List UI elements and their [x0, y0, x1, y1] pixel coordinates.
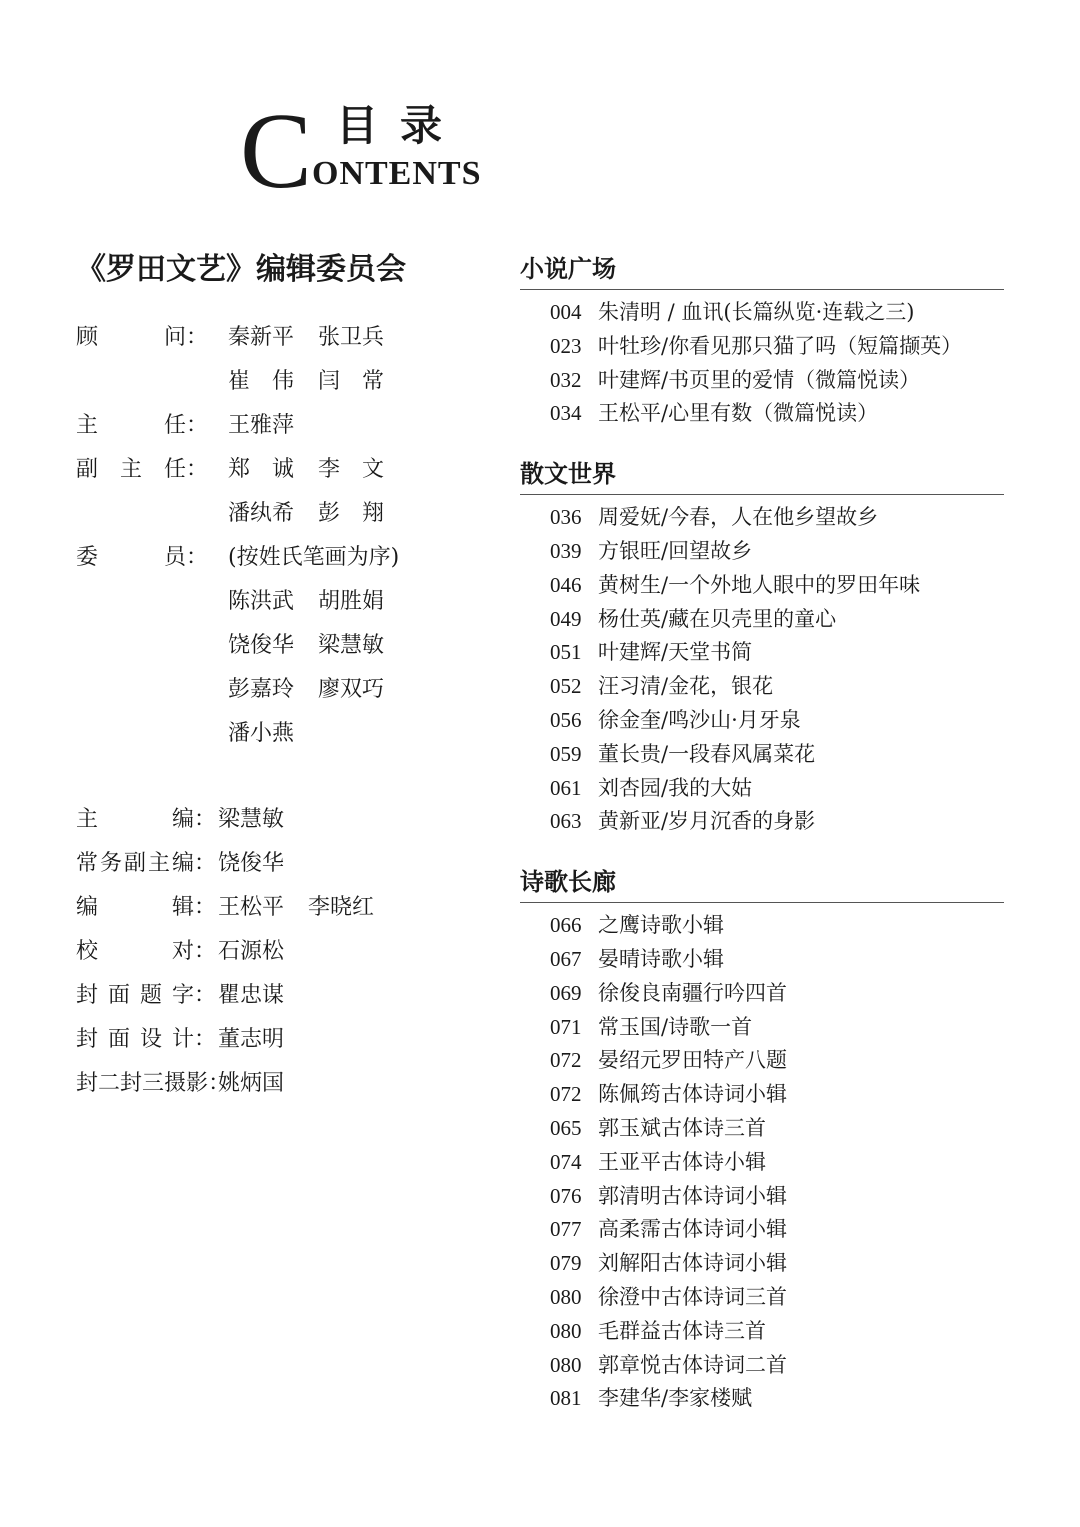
page-number: 076	[550, 1183, 582, 1208]
entry-title: 晏晴诗歌小辑	[598, 946, 724, 971]
entry-title: 汪习清/金花，银花	[598, 674, 774, 699]
entry-title: 晏绍元罗田特产八题	[598, 1048, 787, 1073]
role-char: 任：	[163, 413, 208, 438]
committee-names	[228, 580, 408, 624]
role-char: 对：	[171, 939, 216, 964]
toc-entry[interactable]	[520, 636, 1004, 670]
page-number: 071	[550, 1014, 582, 1039]
toc-entry[interactable]	[520, 1281, 1004, 1315]
page-number: 080	[550, 1284, 582, 1309]
contents-big-letter: C	[240, 92, 313, 211]
page-number: 080	[550, 1352, 582, 1377]
staff-names	[218, 886, 398, 930]
entry-title: 黄树生/一个外地人眼中的罗田年味	[598, 572, 921, 597]
staff-row	[76, 930, 496, 974]
page-number: 052	[550, 674, 582, 699]
toc-entry[interactable]	[520, 738, 1004, 772]
role-char: 编	[76, 895, 99, 920]
role-char: 问：	[163, 325, 208, 350]
role-char: 辑：	[171, 895, 216, 920]
committee-title: 《罗田文艺》编辑委员会	[76, 252, 406, 287]
page-number: 067	[550, 946, 582, 971]
role-char: 封	[76, 1071, 99, 1096]
committee-block	[76, 250, 496, 756]
entry-title: 刘解阳古体诗词小辑	[598, 1251, 787, 1276]
committee-row	[76, 360, 496, 404]
member-name: 彭嘉玲	[228, 677, 295, 702]
committee-row	[76, 316, 496, 360]
committee-names	[228, 448, 408, 492]
member-name: 潘小燕	[228, 721, 295, 746]
entry-title: 之鹰诗歌小辑	[598, 913, 724, 938]
page-number: 004	[550, 300, 582, 324]
table-of-contents	[520, 250, 1004, 1440]
page-number: 069	[550, 980, 582, 1005]
page-number: 036	[550, 505, 582, 530]
staff-name: 瞿忠谋	[218, 983, 285, 1008]
page-number: 049	[550, 606, 582, 631]
staff-names	[218, 798, 308, 842]
role-char: 题	[139, 983, 162, 1008]
toc-entry[interactable]	[520, 704, 1004, 738]
section-heading: 小说广场	[520, 250, 1004, 290]
role-char: 计：	[171, 1027, 216, 1052]
staff-name: 董志明	[218, 1027, 285, 1052]
role-char: 常	[76, 851, 99, 876]
page-number: 056	[550, 707, 582, 732]
role-char: 三	[142, 1071, 165, 1096]
committee-role-label	[76, 316, 226, 360]
member-name: 饶俊华	[228, 633, 295, 658]
staff-row	[76, 1018, 496, 1062]
staff-role-label	[76, 798, 216, 842]
staff-row	[76, 974, 496, 1018]
entry-title: 方银旺/回望故乡	[598, 538, 753, 563]
staff-role-label	[76, 930, 216, 974]
role-char: 主	[76, 807, 99, 832]
staff-list	[76, 798, 496, 1106]
staff-names	[218, 1018, 308, 1062]
page-number: 034	[550, 401, 582, 426]
entry-title: 毛群益古体诗三首	[598, 1318, 766, 1343]
staff-role-label	[76, 1062, 231, 1106]
committee-role-label	[76, 448, 226, 492]
member-name: 彭 翔	[318, 501, 385, 526]
member-name: 崔 伟	[228, 369, 295, 394]
member-name: (按姓氏笔画为序)	[228, 545, 400, 570]
committee-names	[228, 316, 408, 360]
role-char: 副	[76, 457, 99, 482]
toc-entry[interactable]	[520, 805, 1004, 839]
committee-row	[76, 712, 496, 756]
entry-title: 郭清明古体诗词小辑	[598, 1183, 787, 1208]
member-name: 王雅萍	[228, 413, 295, 438]
toc-entry[interactable]	[520, 909, 1004, 943]
page-number: 074	[550, 1149, 582, 1174]
committee-names	[228, 624, 408, 668]
member-name: 陈洪武	[228, 589, 295, 614]
staff-row	[76, 798, 496, 842]
toc-entry[interactable]	[520, 1078, 1004, 1112]
entry-title: 李建华/李家楼赋	[598, 1386, 753, 1411]
committee-names	[228, 492, 408, 536]
entry-title: 朱清明 / 血讯(长篇纵览·连载之三)	[598, 300, 915, 324]
staff-name: 石源松	[218, 939, 285, 964]
staff-name: 王松平	[218, 895, 285, 920]
page-number: 063	[550, 809, 582, 834]
toc-entry[interactable]	[520, 1146, 1004, 1180]
staff-row	[76, 1062, 496, 1106]
page-number: 046	[550, 572, 582, 597]
entry-title: 周爱妩/今春，人在他乡望故乡	[598, 505, 879, 530]
member-name: 李 文	[318, 457, 385, 482]
contents-en-title: ONTENTS	[312, 155, 482, 192]
role-char: 字：	[171, 983, 216, 1008]
entry-title: 杨仕英/藏在贝壳里的童心	[598, 606, 837, 631]
role-char: 面	[107, 983, 130, 1008]
toc-entry[interactable]	[520, 330, 1004, 364]
toc-entry[interactable]	[520, 1213, 1004, 1247]
staff-name: 李晓红	[308, 895, 375, 920]
toc-entry[interactable]	[520, 1315, 1004, 1349]
page-number: 059	[550, 741, 582, 766]
member-name: 闫 常	[318, 369, 385, 394]
contents-header	[240, 92, 540, 211]
entry-title: 王亚平古体诗小辑	[598, 1149, 766, 1174]
role-char: 顾	[76, 325, 99, 350]
role-char: 二	[98, 1071, 121, 1096]
entry-title: 黄新亚/岁月沉香的身影	[598, 809, 816, 834]
staff-names	[218, 842, 308, 886]
entry-title: 叶牡珍/你看见那只猫了吗（短篇撷英）	[598, 333, 963, 358]
toc-entry[interactable]	[520, 296, 1004, 330]
staff-name: 梁慧敏	[218, 807, 285, 832]
committee-row	[76, 404, 496, 448]
page-number: 072	[550, 1048, 582, 1073]
staff-role-label	[76, 886, 216, 930]
entry-title: 徐澄中古体诗词三首	[598, 1284, 787, 1309]
entry-title: 徐俊良南疆行吟四首	[598, 980, 787, 1005]
toc-entry[interactable]	[520, 670, 1004, 704]
committee-list	[76, 316, 496, 756]
committee-names	[228, 536, 423, 580]
page-number: 039	[550, 538, 582, 563]
staff-row	[76, 842, 496, 886]
staff-role-label	[76, 974, 216, 1018]
role-char: 主	[119, 457, 142, 482]
toc-entry[interactable]	[520, 1180, 1004, 1214]
toc-entry[interactable]	[520, 772, 1004, 806]
role-char: 封	[76, 1027, 99, 1052]
toc-entry[interactable]	[520, 1349, 1004, 1383]
role-char: 摄	[164, 1071, 187, 1096]
section-heading: 散文世界	[520, 455, 1004, 495]
role-char: 主	[147, 851, 170, 876]
committee-role-text	[76, 536, 208, 580]
role-char: 编：	[171, 851, 216, 876]
committee-names	[228, 360, 408, 404]
committee-names	[228, 668, 408, 712]
member-name: 梁慧敏	[318, 633, 385, 658]
toc-entry[interactable]	[520, 364, 1004, 398]
entry-title: 陈佩筠古体诗词小辑	[598, 1082, 787, 1107]
member-name: 胡胜娟	[318, 589, 385, 614]
role-char: 封	[120, 1071, 143, 1096]
member-name: 潘纨希	[228, 501, 295, 526]
role-char: 面	[107, 1027, 130, 1052]
toc-entry[interactable]	[520, 1112, 1004, 1146]
toc-entry[interactable]	[520, 1382, 1004, 1416]
role-char: 封	[76, 983, 99, 1008]
role-char: 设	[139, 1027, 162, 1052]
page-number: 066	[550, 913, 582, 938]
page-number: 023	[550, 333, 582, 358]
entry-title: 董长贵/一段春风属菜花	[598, 741, 816, 766]
committee-row	[76, 624, 496, 668]
staff-role-label	[76, 1018, 216, 1062]
role-char: 编：	[171, 807, 216, 832]
page-number: 051	[550, 640, 582, 665]
toc-entry[interactable]	[520, 397, 1004, 431]
page-number: 072	[550, 1082, 582, 1107]
page-number: 061	[550, 775, 582, 800]
committee-role-text	[76, 448, 208, 492]
role-char: 校	[76, 939, 99, 964]
committee-role-label	[76, 404, 226, 448]
committee-names	[228, 404, 318, 448]
member-name: 廖双巧	[318, 677, 385, 702]
staff-row	[76, 886, 496, 930]
page-number: 081	[550, 1386, 582, 1411]
entry-title: 叶建辉/天堂书简	[598, 640, 753, 665]
entry-title: 常玉国/诗歌一首	[598, 1014, 753, 1039]
section-heading: 诗歌长廊	[520, 863, 1004, 903]
committee-row	[76, 668, 496, 712]
page-number: 080	[550, 1318, 582, 1343]
toc-section	[520, 455, 1004, 839]
committee-row	[76, 580, 496, 624]
committee-role-text	[76, 404, 208, 448]
toc-section	[520, 863, 1004, 1416]
role-char: 主	[76, 413, 99, 438]
staff-role-label	[76, 842, 216, 886]
entry-title: 郭章悦古体诗词二首	[598, 1352, 787, 1377]
role-char: 员：	[163, 545, 208, 570]
role-char: 务	[99, 851, 122, 876]
toc-entry[interactable]	[520, 1011, 1004, 1045]
page-number: 032	[550, 367, 582, 392]
staff-names	[218, 930, 308, 974]
page-number: 065	[550, 1115, 582, 1140]
staff-names	[218, 974, 308, 1018]
member-name: 秦新平	[228, 325, 295, 350]
toc-entry[interactable]	[520, 569, 1004, 603]
toc-entry[interactable]	[520, 603, 1004, 637]
toc-entry[interactable]	[520, 1247, 1004, 1281]
toc-section	[520, 250, 1004, 431]
committee-role-label	[76, 536, 226, 580]
toc-entry[interactable]	[520, 943, 1004, 977]
contents-cn-title: 目录	[336, 101, 465, 150]
role-char: 副	[123, 851, 146, 876]
committee-names	[228, 712, 318, 756]
member-name: 张卫兵	[318, 325, 385, 350]
committee-role-text	[76, 316, 208, 360]
committee-row	[76, 492, 496, 536]
staff-names	[218, 1062, 308, 1106]
staff-name: 姚炳国	[218, 1071, 285, 1096]
committee-row	[76, 536, 496, 580]
role-char: 影：	[186, 1071, 231, 1096]
entry-title: 徐金奎/鸣沙山·月牙泉	[598, 707, 801, 732]
committee-row	[76, 448, 496, 492]
toc-entry[interactable]	[520, 1044, 1004, 1078]
page-number: 079	[550, 1251, 582, 1276]
toc-entry[interactable]	[520, 977, 1004, 1011]
entry-title: 郭玉斌古体诗三首	[598, 1115, 766, 1140]
role-char: 委	[76, 545, 99, 570]
entry-title: 叶建辉/书页里的爱情（微篇悦读）	[598, 367, 921, 392]
entry-title: 刘杏园/我的大姑	[598, 775, 753, 800]
staff-name: 饶俊华	[218, 851, 285, 876]
role-char: 任：	[163, 457, 208, 482]
entry-title: 高柔霈古体诗词小辑	[598, 1217, 787, 1242]
member-name: 郑 诚	[228, 457, 295, 482]
toc-entry[interactable]	[520, 535, 1004, 569]
entry-title: 王松平/心里有数（微篇悦读）	[598, 401, 879, 426]
toc-entry[interactable]	[520, 501, 1004, 535]
page-number: 077	[550, 1217, 582, 1242]
